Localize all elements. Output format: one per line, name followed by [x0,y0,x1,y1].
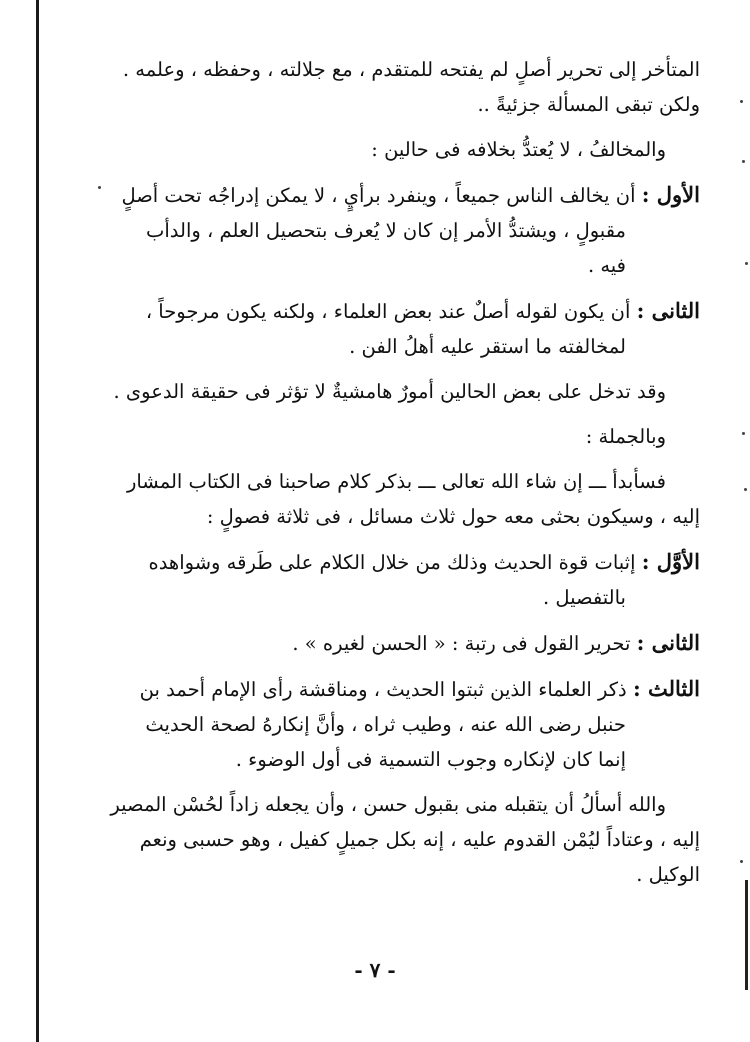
paragraph-plan [110,464,700,534]
section-first [110,544,700,615]
paragraph-opposer [110,132,700,167]
text-line: إليه ، وسيكون بحثى معه حول ثلاث مسائل ، فى ثلاثة فصولٍ : [206,505,700,528]
text-line: إليه ، وعتاداً ليُمْن القدوم عليه ، إنه بكل جميلٍ كفيل ، وهو حسبى ونعم [139,828,700,851]
paragraph-note [110,374,700,409]
case-first [110,177,700,283]
text-line: الوكيل . [636,863,700,886]
paragraph-closing [110,787,700,892]
text-line: إثبات قوة الحديث وذلك من خلال الكلام على طَرقه وشواهده [148,551,636,574]
section-third-label: الثالث : [632,676,700,701]
text-line: ذكر العلماء الذين ثبتوا الحديث ، ومناقشة رأى الإمام أحمد بن [139,678,627,701]
text-line: والله أسألُ أن يتقبله منى بقبول حسن ، وأن يجعله زاداً لحُسْن المصير [110,793,666,816]
paragraph-intro [110,52,700,122]
text-line: والمخالفُ ، لا يُعتدُّ بخلافه فى حالين : [371,138,666,161]
page-number: - ٧ - [354,958,396,982]
section-second-label: الثانى : [636,630,700,655]
scan-speck [745,262,748,265]
text-line: أن يكون لقوله أصلٌ عند بعض العلماء ، ولكنه يكون مرجوحاً ، [145,300,631,323]
text-line: أن يخالف الناس جميعاً ، وينفرد برأيٍ ، لا يمكن إدراجُه تحت أصلٍ [121,184,636,207]
case-second-label: الثانى : [636,298,700,323]
scan-speck [740,860,743,863]
section-third [110,671,700,777]
text-line: لمخالفته ما استقر عليه أهلُ الفن . [349,335,626,358]
section-second [110,625,700,661]
scan-speck [744,488,747,491]
paragraph-summary [110,419,700,454]
text-line: ولكن تبقى المسألة جزئيةً .. [477,93,700,116]
text-line: فسأبدأ ـــ إن شاء الله تعالى ـــ بذكر كلام صاحبنا فى الكتاب المشار [126,470,666,493]
text-line: فيه . [587,254,626,277]
section-first-label: الأوَّل : [641,549,700,574]
page-text [110,52,700,902]
scan-speck [740,100,743,103]
text-line: بالتفصيل . [542,586,626,609]
text-line: وبالجملة : [585,425,666,448]
text-line: إنما كان لإنكاره وجوب التسمية فى أول الوضوء . [235,748,626,771]
text-line: وقد تدخل على بعض الحالين أمورٌ هامشيةٌ لا تؤثر فى حقيقة الدعوى . [113,380,666,403]
scan-speck [98,186,101,189]
case-first-label: الأول : [641,182,700,207]
scan-speck [742,160,745,163]
scan-speck [742,432,745,435]
text-line: المتأخر إلى تحرير أصلٍ لم يفتحه للمتقدم ، مع جلالته ، وحفظه ، وعلمه . [122,58,700,81]
case-second [110,293,700,364]
page-edge-shadow [36,0,39,1042]
text-line: حنبل رضى الله عنه ، وطيب ثراه ، وأنَّ إنكارهُ لصحة الحديث [145,713,626,736]
text-line: مقبولٍ ، ويشتدُّ الأمر إن كان لا يُعرف بتحصيل العلم ، والدأب [146,219,626,242]
text-line: تحرير القول فى رتبة : « الحسن لغيره » . [292,632,631,655]
